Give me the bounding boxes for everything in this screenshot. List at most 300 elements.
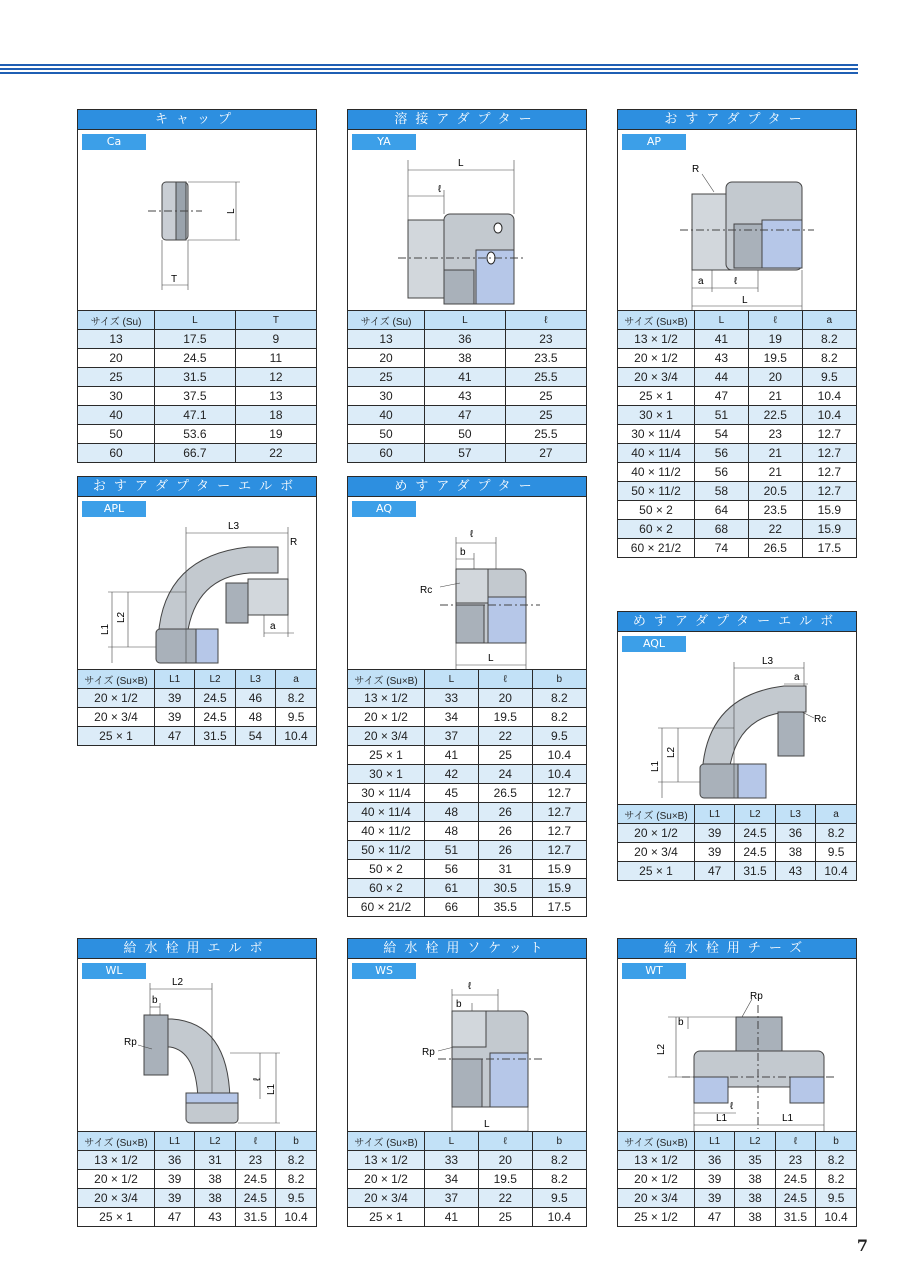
card-faucet-elbow	[77, 938, 317, 1227]
column-header: L1	[155, 670, 195, 689]
value-cell: 31	[195, 1151, 235, 1170]
size-cell: 50	[78, 425, 155, 444]
value-cell: 21	[748, 444, 802, 463]
value-cell: 24.5	[235, 1189, 275, 1208]
value-cell: 10.4	[532, 746, 586, 765]
value-cell: 17.5	[802, 539, 856, 558]
dim-L2: L2	[666, 746, 677, 758]
size-cell: 20 × 3/4	[618, 1189, 695, 1208]
value-cell: 37	[425, 1189, 479, 1208]
value-cell: 8.2	[802, 349, 856, 368]
value-cell: 36	[155, 1151, 195, 1170]
value-cell: 25.5	[505, 368, 586, 387]
table-row	[618, 1208, 856, 1227]
value-cell: 24.5	[195, 708, 235, 727]
table-row	[78, 330, 316, 349]
size-cell: 50 × 11/2	[348, 841, 425, 860]
size-cell: 25 × 1	[78, 727, 155, 746]
value-cell: 22	[478, 1189, 532, 1208]
value-cell: 36	[695, 1151, 735, 1170]
spec-table	[618, 311, 856, 557]
cap-drawing	[78, 130, 316, 310]
value-cell: 68	[695, 520, 749, 539]
dim-L: L	[484, 1119, 490, 1130]
table-row	[78, 708, 316, 727]
value-cell: 24	[478, 765, 532, 784]
value-cell: 66.7	[155, 444, 236, 463]
column-header: a	[802, 311, 856, 330]
dim-L2: L2	[172, 977, 184, 988]
card-female-adapter-elbow	[617, 611, 857, 881]
size-cell: 40	[348, 406, 425, 425]
size-cell: 60 × 21/2	[618, 539, 695, 558]
table-row	[618, 1189, 856, 1208]
table-row	[348, 898, 586, 917]
value-cell: 39	[155, 708, 195, 727]
table-row	[78, 689, 316, 708]
column-header: L	[155, 311, 236, 330]
column-header: L1	[695, 805, 735, 824]
value-cell: 31.5	[155, 368, 236, 387]
value-cell: 11	[235, 349, 316, 368]
dim-b: b	[152, 995, 158, 1006]
value-cell: 24.5	[735, 824, 775, 843]
table-row	[618, 330, 856, 349]
table-header-row	[618, 311, 856, 330]
value-cell: 57	[425, 444, 506, 463]
value-cell: 35	[735, 1151, 775, 1170]
value-cell: 24.5	[775, 1189, 815, 1208]
dim-L2: L2	[116, 611, 127, 623]
value-cell: 19.5	[478, 708, 532, 727]
figure-male-adapter	[618, 130, 856, 311]
table-header-row	[618, 805, 856, 824]
value-cell: 24.5	[155, 349, 236, 368]
value-cell: 15.9	[532, 879, 586, 898]
dim-l: ℓ	[734, 276, 738, 287]
size-cell: 25	[78, 368, 155, 387]
size-cell: 25 × 1/2	[618, 1208, 695, 1227]
table-header-row	[618, 1132, 856, 1151]
value-cell: 20	[478, 689, 532, 708]
column-header: T	[235, 311, 316, 330]
value-cell: 48	[425, 822, 479, 841]
size-cell: 20 × 1/2	[78, 689, 155, 708]
spec-table	[618, 1132, 856, 1226]
value-cell: 8.2	[276, 1151, 316, 1170]
figure-cap	[78, 130, 316, 311]
value-cell: 24.5	[235, 1170, 275, 1189]
value-cell: 31.5	[195, 727, 235, 746]
card-faucet-tee	[617, 938, 857, 1227]
value-cell: 8.2	[276, 1170, 316, 1189]
card-male-adapter	[617, 109, 857, 558]
value-cell: 44	[695, 368, 749, 387]
size-cell: 50 × 2	[348, 860, 425, 879]
dim-T: T	[171, 274, 178, 285]
value-cell: 51	[425, 841, 479, 860]
card-title: 溶接アダプター	[348, 110, 586, 130]
value-cell: 39	[695, 1170, 735, 1189]
value-cell: 9.5	[816, 843, 856, 862]
value-cell: 15.9	[532, 860, 586, 879]
value-cell: 53.6	[155, 425, 236, 444]
size-cell: 25 × 1	[348, 1208, 425, 1227]
value-cell: 10.4	[532, 765, 586, 784]
table-header-row	[348, 311, 586, 330]
size-cell: 30 × 11/4	[348, 784, 425, 803]
size-cell: 50 × 2	[618, 501, 695, 520]
table-row	[348, 746, 586, 765]
column-header: ℓ	[505, 311, 586, 330]
value-cell: 38	[775, 843, 815, 862]
table-row	[78, 368, 316, 387]
value-cell: 39	[695, 824, 735, 843]
table-row	[618, 501, 856, 520]
column-header: b	[532, 1132, 586, 1151]
value-cell: 26	[478, 841, 532, 860]
value-cell: 8.2	[532, 708, 586, 727]
value-cell: 48	[425, 803, 479, 822]
value-cell: 9.5	[532, 1189, 586, 1208]
value-cell: 22.5	[748, 406, 802, 425]
dim-b: b	[456, 999, 462, 1010]
value-cell: 61	[425, 879, 479, 898]
figure-female-adapter	[348, 497, 586, 670]
card-title: 給水栓用チーズ	[618, 939, 856, 959]
column-header: L2	[195, 1132, 235, 1151]
size-cell: 30	[78, 387, 155, 406]
value-cell: 23	[775, 1151, 815, 1170]
column-header: b	[276, 1132, 316, 1151]
value-cell: 33	[425, 1151, 479, 1170]
column-header: L3	[235, 670, 275, 689]
column-header: ℓ	[478, 1132, 532, 1151]
size-cell: 60	[78, 444, 155, 463]
value-cell: 54	[695, 425, 749, 444]
value-cell: 56	[695, 444, 749, 463]
value-cell: 18	[235, 406, 316, 425]
dim-Rp: Rp	[124, 1037, 137, 1048]
value-cell: 8.2	[816, 1151, 856, 1170]
size-cell: 20	[78, 349, 155, 368]
value-cell: 23.5	[505, 349, 586, 368]
spec-table	[348, 311, 586, 462]
figure-faucet-tee	[618, 959, 856, 1132]
column-header: L3	[775, 805, 815, 824]
value-cell: 20	[478, 1151, 532, 1170]
male-adapter-elbow-drawing	[78, 497, 316, 669]
value-cell: 35.5	[478, 898, 532, 917]
value-cell: 8.2	[276, 689, 316, 708]
size-cell: 25 × 1	[78, 1208, 155, 1227]
dim-L: L	[226, 208, 237, 214]
value-cell: 12.7	[532, 822, 586, 841]
table-row	[618, 425, 856, 444]
column-header: ℓ	[235, 1132, 275, 1151]
value-cell: 10.4	[532, 1208, 586, 1227]
size-cell: 13 × 1/2	[348, 1151, 425, 1170]
column-header: b	[816, 1132, 856, 1151]
size-cell: 20	[348, 349, 425, 368]
value-cell: 22	[478, 727, 532, 746]
dim-Rp: Rp	[750, 991, 763, 1002]
dim-Rp: Rp	[422, 1047, 435, 1058]
size-cell: 60 × 2	[618, 520, 695, 539]
card-cap	[77, 109, 317, 463]
spec-table	[618, 805, 856, 880]
table-row	[618, 843, 856, 862]
value-cell: 8.2	[816, 1170, 856, 1189]
value-cell: 9.5	[276, 1189, 316, 1208]
dim-l: ℓ	[438, 184, 442, 195]
value-cell: 48	[235, 708, 275, 727]
table-row	[348, 841, 586, 860]
table-row	[78, 425, 316, 444]
value-cell: 9	[235, 330, 316, 349]
table-header-row	[78, 311, 316, 330]
card-title: 給水栓用エルボ	[78, 939, 316, 959]
table-row	[348, 708, 586, 727]
dim-a: a	[270, 621, 276, 632]
size-cell: 13 × 1/2	[618, 1151, 695, 1170]
value-cell: 19	[748, 330, 802, 349]
value-cell: 19	[235, 425, 316, 444]
value-cell: 38	[195, 1170, 235, 1189]
value-cell: 41	[695, 330, 749, 349]
table-row	[618, 824, 856, 843]
table-row	[78, 406, 316, 425]
value-cell: 12.7	[802, 444, 856, 463]
size-cell: 60 × 21/2	[348, 898, 425, 917]
table-row	[618, 1151, 856, 1170]
dim-b: b	[460, 547, 466, 558]
value-cell: 20	[748, 368, 802, 387]
table-row	[348, 425, 586, 444]
card-faucet-socket	[347, 938, 587, 1227]
card-male-adapter-elbow	[77, 476, 317, 746]
value-cell: 47	[695, 862, 735, 881]
value-cell: 26.5	[478, 784, 532, 803]
column-header: ℓ	[478, 670, 532, 689]
column-header: ℓ	[775, 1132, 815, 1151]
size-cell: 13 × 1/2	[618, 330, 695, 349]
dim-L: L	[458, 158, 464, 169]
size-cell: 25 × 1	[618, 862, 695, 881]
column-header: サイズ (Su)	[348, 311, 425, 330]
table-row	[618, 349, 856, 368]
value-cell: 10.4	[816, 1208, 856, 1227]
product-code: AP	[622, 134, 686, 150]
value-cell: 43	[425, 387, 506, 406]
table-row	[348, 387, 586, 406]
value-cell: 34	[425, 1170, 479, 1189]
dim-b: b	[678, 1017, 684, 1028]
table-row	[618, 520, 856, 539]
card-title: おすアダプター	[618, 110, 856, 130]
value-cell: 20.5	[748, 482, 802, 501]
figure-faucet-elbow	[78, 959, 316, 1132]
table-row	[78, 1208, 316, 1227]
value-cell: 19.5	[478, 1170, 532, 1189]
table-row	[348, 1170, 586, 1189]
table-row	[348, 860, 586, 879]
size-cell: 20 × 3/4	[78, 708, 155, 727]
value-cell: 43	[195, 1208, 235, 1227]
table-row	[348, 727, 586, 746]
size-cell: 30	[348, 387, 425, 406]
product-code: APL	[82, 501, 146, 517]
table-row	[348, 1189, 586, 1208]
value-cell: 43	[695, 349, 749, 368]
value-cell: 47	[425, 406, 506, 425]
product-code: AQ	[352, 501, 416, 517]
value-cell: 45	[425, 784, 479, 803]
product-code: YA	[352, 134, 416, 150]
dim-L1: L1	[100, 623, 111, 635]
value-cell: 51	[695, 406, 749, 425]
table-row	[348, 784, 586, 803]
value-cell: 8.2	[532, 1151, 586, 1170]
dim-R: R	[692, 164, 700, 175]
size-cell: 40 × 11/4	[348, 803, 425, 822]
size-cell: 40 × 11/2	[618, 463, 695, 482]
value-cell: 39	[155, 1170, 195, 1189]
size-cell: 20 × 3/4	[618, 843, 695, 862]
dim-L1: L1	[650, 760, 661, 772]
top-rule	[0, 64, 858, 74]
dim-a: a	[794, 672, 800, 683]
table-row	[348, 406, 586, 425]
table-row	[348, 689, 586, 708]
value-cell: 15.9	[802, 520, 856, 539]
value-cell: 47	[155, 1208, 195, 1227]
value-cell: 8.2	[532, 689, 586, 708]
table-row	[348, 879, 586, 898]
card-title: 給水栓用ソケット	[348, 939, 586, 959]
column-header: b	[532, 670, 586, 689]
value-cell: 17.5	[155, 330, 236, 349]
table-row	[348, 330, 586, 349]
card-female-adapter	[347, 476, 587, 917]
value-cell: 26	[478, 822, 532, 841]
value-cell: 24.5	[775, 1170, 815, 1189]
value-cell: 26	[478, 803, 532, 822]
column-header: L	[425, 311, 506, 330]
male-adapter-drawing	[618, 130, 856, 310]
female-adapter-elbow-drawing	[618, 632, 856, 804]
table-row	[348, 1151, 586, 1170]
value-cell: 39	[155, 1189, 195, 1208]
size-cell: 13 × 1/2	[348, 689, 425, 708]
column-header: サイズ (Su×B)	[618, 311, 695, 330]
value-cell: 34	[425, 708, 479, 727]
card-title: めすアダプターエルボ	[618, 612, 856, 632]
column-header: L	[425, 1132, 479, 1151]
dim-L1: L1	[266, 1083, 277, 1095]
dim-L1-left: L1	[716, 1113, 728, 1124]
size-cell: 25	[348, 368, 425, 387]
column-header: ℓ	[748, 311, 802, 330]
dim-Rc: Rc	[814, 714, 827, 725]
size-cell: 25 × 1	[618, 387, 695, 406]
product-code: WS	[352, 963, 416, 979]
product-code: Ca	[82, 134, 146, 150]
size-cell: 40 × 11/2	[348, 822, 425, 841]
value-cell: 23.5	[748, 501, 802, 520]
table-row	[348, 349, 586, 368]
value-cell: 31.5	[735, 862, 775, 881]
value-cell: 33	[425, 689, 479, 708]
column-header: サイズ (Su×B)	[78, 1132, 155, 1151]
value-cell: 15.9	[802, 501, 856, 520]
value-cell: 30.5	[478, 879, 532, 898]
column-header: L2	[195, 670, 235, 689]
value-cell: 31.5	[235, 1208, 275, 1227]
value-cell: 21	[748, 463, 802, 482]
value-cell: 10.4	[276, 727, 316, 746]
value-cell: 43	[775, 862, 815, 881]
value-cell: 9.5	[802, 368, 856, 387]
value-cell: 41	[425, 368, 506, 387]
value-cell: 9.5	[276, 708, 316, 727]
value-cell: 54	[235, 727, 275, 746]
table-row	[78, 1170, 316, 1189]
value-cell: 47.1	[155, 406, 236, 425]
size-cell: 40	[78, 406, 155, 425]
column-header: a	[276, 670, 316, 689]
value-cell: 39	[155, 689, 195, 708]
value-cell: 12.7	[802, 425, 856, 444]
value-cell: 10.4	[276, 1208, 316, 1227]
dim-l: ℓ	[470, 529, 474, 540]
table-row	[78, 1151, 316, 1170]
dim-l: ℓ	[252, 1077, 263, 1081]
value-cell: 26.5	[748, 539, 802, 558]
value-cell: 37	[425, 727, 479, 746]
dim-L3: L3	[228, 521, 240, 532]
size-cell: 20 × 3/4	[348, 727, 425, 746]
table-header-row	[78, 1132, 316, 1151]
size-cell: 25 × 1	[348, 746, 425, 765]
table-row	[348, 1208, 586, 1227]
value-cell: 22	[235, 444, 316, 463]
value-cell: 31.5	[775, 1208, 815, 1227]
product-code: WT	[622, 963, 686, 979]
dim-Rc: Rc	[420, 585, 433, 596]
value-cell: 66	[425, 898, 479, 917]
table-row	[618, 406, 856, 425]
table-row	[78, 727, 316, 746]
female-adapter-drawing	[348, 497, 586, 669]
value-cell: 12	[235, 368, 316, 387]
table-row	[618, 1170, 856, 1189]
card-title: キャップ	[78, 110, 316, 130]
size-cell: 30 × 11/4	[618, 425, 695, 444]
figure-weld-adapter	[348, 130, 586, 311]
column-header: サイズ (Su×B)	[618, 1132, 695, 1151]
value-cell: 12.7	[532, 803, 586, 822]
table-row	[348, 803, 586, 822]
table-header-row	[348, 670, 586, 689]
table-row	[348, 444, 586, 463]
column-header: サイズ (Su×B)	[348, 1132, 425, 1151]
card-weld-adapter	[347, 109, 587, 463]
table-row	[78, 387, 316, 406]
value-cell: 8.2	[532, 1170, 586, 1189]
size-cell: 13 × 1/2	[78, 1151, 155, 1170]
value-cell: 38	[735, 1170, 775, 1189]
